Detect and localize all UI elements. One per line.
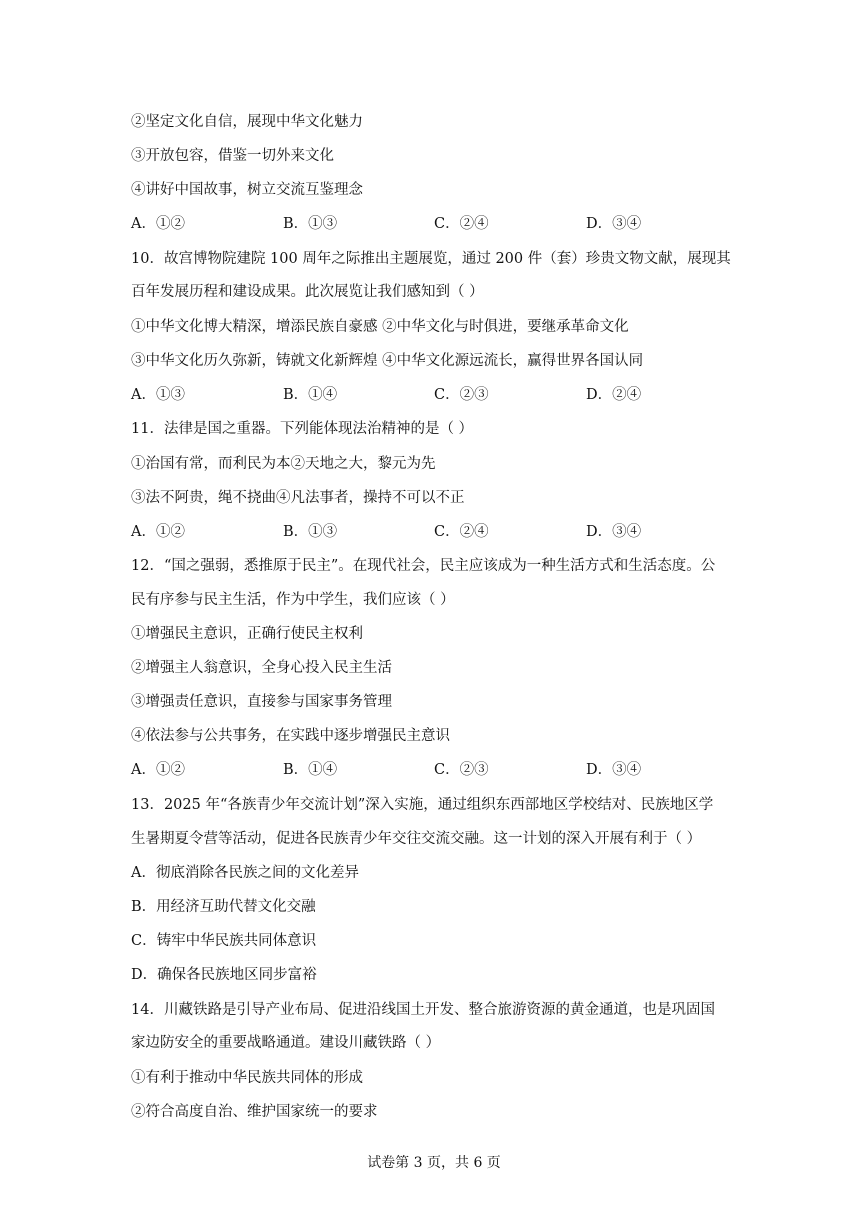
q9-item-4: ④讲好中国故事，树立交流互鉴理念 bbox=[131, 182, 363, 198]
q10-items-line-2: ③中华文化历久弥新，铸就文化新辉煌 ④中华文化源远流长，赢得世界各国认同 bbox=[131, 353, 644, 369]
q10-option-d[interactable]: D．②④ bbox=[586, 387, 642, 403]
q11-option-a[interactable]: A．①② bbox=[131, 524, 185, 540]
q10-option-c[interactable]: C．②③ bbox=[434, 387, 489, 403]
q11-items-line-2: ③法不阿贵，绳不挠曲④凡法事者，操持不可以不正 bbox=[131, 490, 465, 506]
q14-item-1: ①有利于推动中华民族共同体的形成 bbox=[131, 1070, 363, 1086]
q10-option-b[interactable]: B．①④ bbox=[283, 387, 338, 403]
q12-stem-line-1: 12．“国之强弱，悉推原于民主”。在现代社会，民主应该成为一种生活方式和生活态度。公 bbox=[131, 558, 716, 574]
page-footer: 试卷第 3 页，共 6 页 bbox=[367, 1155, 501, 1171]
q9-option-d[interactable]: D．③④ bbox=[586, 216, 642, 232]
q10-option-a[interactable]: A．①③ bbox=[131, 387, 185, 403]
q10-options bbox=[131, 385, 731, 405]
q11-options bbox=[131, 522, 731, 542]
q12-item-2: ②增强主人翁意识，全身心投入民主生活 bbox=[131, 660, 392, 676]
q12-option-b[interactable]: B．①④ bbox=[283, 762, 338, 778]
q11-option-b[interactable]: B．①③ bbox=[283, 524, 338, 540]
q13-choice-c[interactable]: C．铸牢中华民族共同体意识 bbox=[131, 933, 317, 949]
q9-option-b[interactable]: B．①③ bbox=[283, 216, 338, 232]
q12-options bbox=[131, 760, 731, 780]
q13-choice-b[interactable]: B．用经济互助代替文化交融 bbox=[131, 899, 316, 915]
q11-option-c[interactable]: C．②④ bbox=[434, 524, 489, 540]
q12-option-a[interactable]: A．①② bbox=[131, 762, 185, 778]
q11-stem: 11．法律是国之重器。下列能体现法治精神的是（ ） bbox=[131, 421, 474, 437]
q9-option-a[interactable]: A．①② bbox=[131, 216, 185, 232]
q13-choice-a[interactable]: A．彻底消除各民族之间的文化差异 bbox=[131, 865, 359, 881]
q12-stem-line-2: 民有序参与民主生活，作为中学生，我们应该（ ） bbox=[131, 592, 455, 608]
q9-options bbox=[131, 214, 731, 234]
q13-stem-line-1: 13．2025 年“各族青少年交流计划”深入实施，通过组织东西部地区学校结对、民族地区学 bbox=[131, 797, 714, 813]
q13-stem-line-2: 生暑期夏令营等活动，促进各民族青少年交往交流交融。这一计划的深入开展有利于（ ） bbox=[131, 831, 702, 847]
q14-item-2: ②符合高度自治、维护国家统一的要求 bbox=[131, 1104, 378, 1120]
q14-stem-line-1: 14．川藏铁路是引导产业布局、促进沿线国土开发、整合旅游资源的黄金通道，也是巩固国 bbox=[131, 1002, 715, 1018]
q10-stem-line-1: 10．故宫博物院建院 100 周年之际推出主题展览，通过 200 件（套）珍贵文物文献，展现其 bbox=[131, 251, 731, 267]
q12-item-1: ①增强民主意识，正确行使民主权利 bbox=[131, 626, 363, 642]
q12-option-d[interactable]: D．③④ bbox=[586, 762, 642, 778]
q9-item-2: ②坚定文化自信，展现中华文化魅力 bbox=[131, 114, 363, 130]
q10-items-line-1: ①中华文化博大精深，增添民族自豪感 ②中华文化与时俱进，要继承革命文化 bbox=[131, 319, 629, 335]
q9-option-c[interactable]: C．②④ bbox=[434, 216, 489, 232]
q10-stem-line-2: 百年发展历程和建设成果。此次展览让我们感知到（ ） bbox=[131, 284, 484, 300]
q12-option-c[interactable]: C．②③ bbox=[434, 762, 489, 778]
q14-stem-line-2: 家边防安全的重要战略通道。建设川藏铁路（ ） bbox=[131, 1035, 441, 1051]
q12-item-3: ③增强责任意识，直接参与国家事务管理 bbox=[131, 694, 392, 710]
q11-items-line-1: ①治国有常，而利民为本②天地之大，黎元为先 bbox=[131, 456, 436, 472]
q11-option-d[interactable]: D．③④ bbox=[586, 524, 642, 540]
q12-item-4: ④依法参与公共事务，在实践中逐步增强民主意识 bbox=[131, 728, 450, 744]
q9-item-3: ③开放包容，借鉴一切外来文化 bbox=[131, 148, 334, 164]
q13-choice-d[interactable]: D．确保各民族地区同步富裕 bbox=[131, 967, 317, 983]
